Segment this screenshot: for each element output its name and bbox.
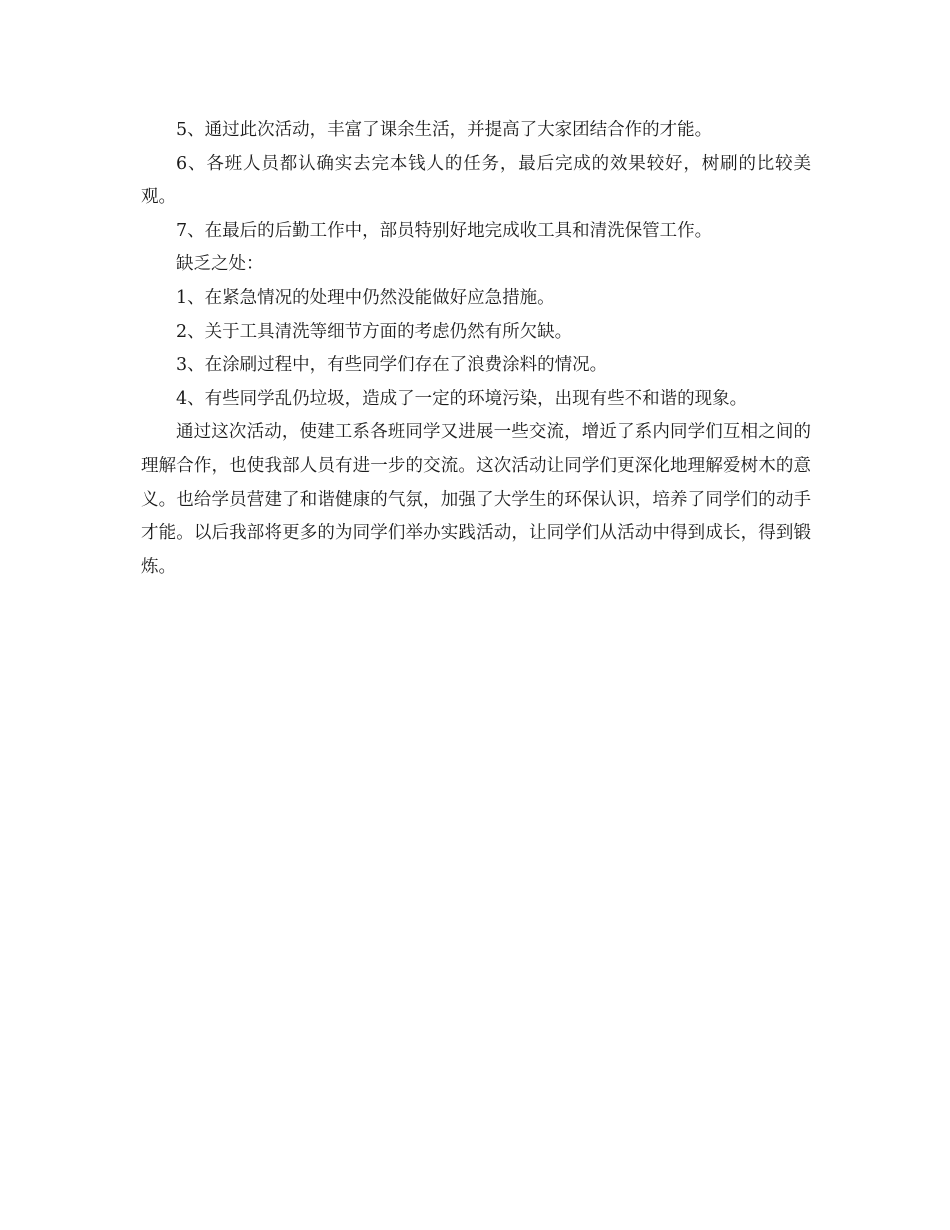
paragraph-shortcoming-1: 1、在紧急情况的处理中仍然没能做好应急措施。 bbox=[176, 287, 555, 308]
paragraph-shortcoming-3: 3、在涂刷过程中，有些同学们存在了浪费涂料的情况。 bbox=[176, 355, 608, 376]
section-heading-shortcomings: 缺乏之处： bbox=[176, 254, 264, 275]
document-body bbox=[141, 114, 811, 584]
paragraph-achievement-7: 7、在最后的后勤工作中，部员特别好地完成收工具和清洗保管工作。 bbox=[176, 220, 713, 241]
paragraph-shortcoming-4: 4、有些同学乱仍垃圾，造成了一定的环境污染，出现有些不和谐的现象。 bbox=[176, 388, 748, 409]
paragraph-achievement-6: 6、各班人员都认确实去完本钱人的任务，最后完成的效果较好，树刷的比较美观。 bbox=[141, 153, 811, 208]
paragraph-conclusion: 通过这次活动，使建工系各班同学又进展一些交流，增近了系内同学们互相之间的理解合作，也使我部人员有进一步的交流。这次活动让同学们更深化地理解爱树木的意义。也给学员营建了和谐健康的气氛，加强了大学生的环保认识，培养了同学们的动手才能。以后我部将更多的为同学们举办实践活动，让同学们从活动中得到成长，得到锻炼。 bbox=[141, 422, 811, 577]
paragraph-shortcoming-2: 2、关于工具清洗等细节方面的考虑仍然有所欠缺。 bbox=[176, 321, 573, 342]
paragraph-achievement-5: 5、通过此次活动，丰富了课余生活，并提高了大家团结合作的才能。 bbox=[176, 120, 713, 140]
